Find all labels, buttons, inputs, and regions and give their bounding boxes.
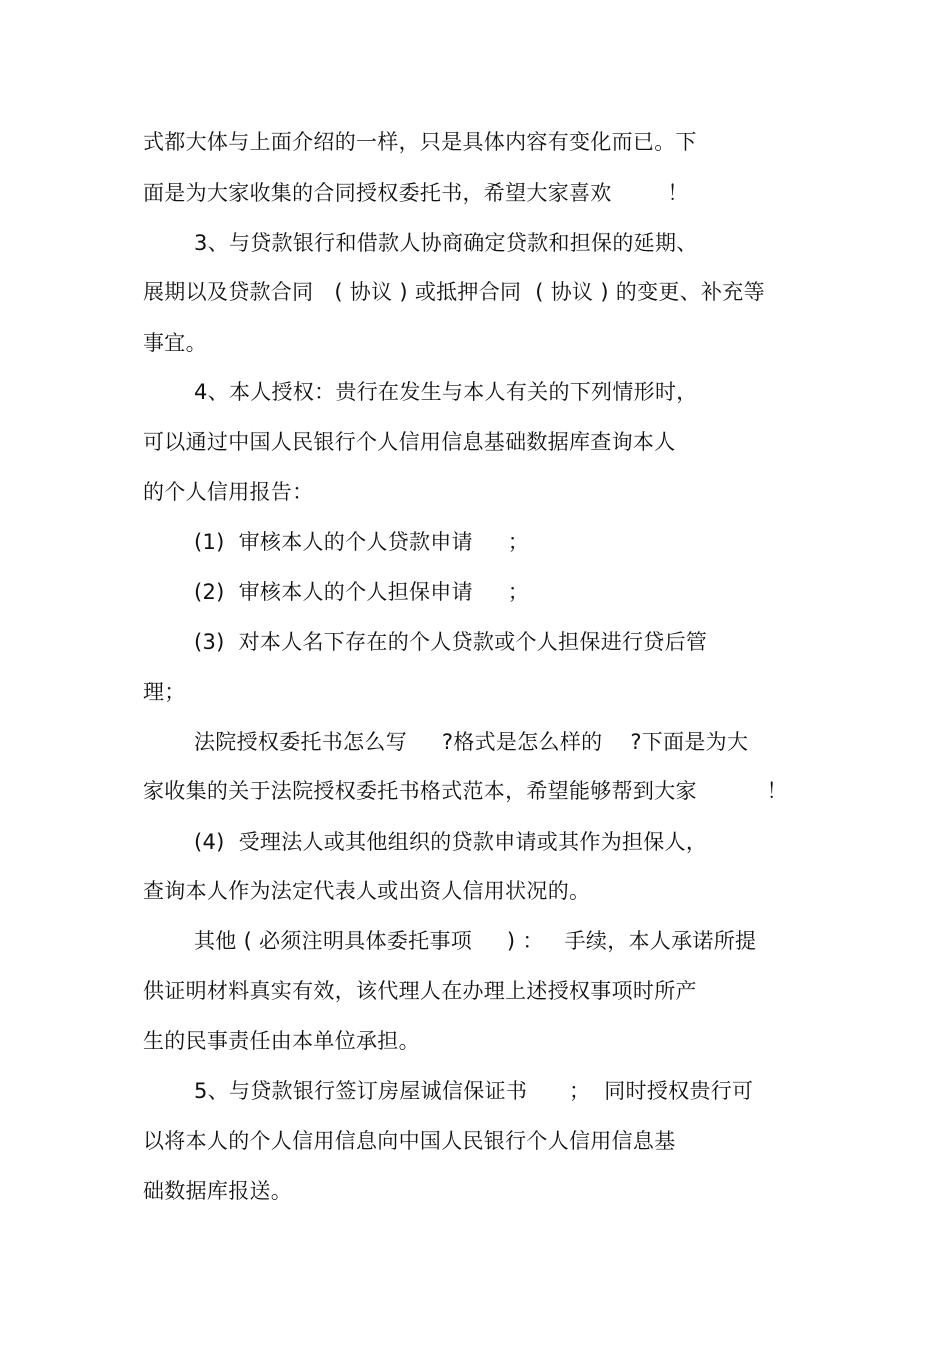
- text-line-5: 事宜。: [143, 331, 207, 355]
- text-line-8: 的个人信用报告：: [143, 480, 314, 504]
- text-line-19: 生的民事责任由本单位承担。: [143, 1029, 420, 1053]
- text-line-12: 理；: [143, 680, 186, 704]
- text-line-6: 4、本人授权：贵行在发生与本人有关的下列情形时，: [194, 380, 698, 404]
- text-line-13: 法院授权委托书怎么写 ?格式是怎么样的 ?下面是为大: [194, 730, 749, 754]
- text-line-15: (4) 受理法人或其他组织的贷款申请或其作为担保人，: [194, 830, 708, 854]
- text-line-1: 式都大体与上面介绍的一样，只是具体内容有变化而已。下: [143, 130, 697, 154]
- text-line-11: (3) 对本人名下存在的个人贷款或个人担保进行贷后管: [194, 630, 708, 654]
- text-line-3: 3、与贷款银行和借款人协商确定贷款和担保的延期、: [194, 231, 698, 255]
- text-line-4: 展期以及贷款合同 ( 协议 ) 或抵押合同 ( 协议 ) 的变更、补充等: [143, 280, 765, 304]
- text-line-18: 供证明材料真实有效，该代理人在办理上述授权事项时所产: [143, 979, 697, 1003]
- text-line-10: (2) 审核本人的个人担保申请 ；: [194, 580, 530, 604]
- text-line-2: 面是为大家收集的合同授权委托书，希望大家喜欢 ！: [143, 181, 689, 205]
- text-line-17: 其他 ( 必须注明具体委托事项 ) ： 手续，本人承诺所提: [194, 929, 757, 953]
- text-line-7: 可以通过中国人民银行个人信用信息基础数据库查询本人: [143, 430, 676, 454]
- text-line-22: 础数据库报送。: [143, 1179, 293, 1203]
- text-line-16: 查询本人作为法定代表人或出资人信用状况的。: [143, 879, 591, 903]
- text-line-21: 以将本人的个人信用信息向中国人民银行个人信用信息基: [143, 1129, 676, 1153]
- text-line-9: (1) 审核本人的个人贷款申请 ；: [194, 530, 530, 554]
- text-line-20: 5、与贷款银行签订房屋诚信保证书 ； 同时授权贵行可: [194, 1079, 754, 1103]
- text-line-14: 家收集的关于法院授权委托书格式范本，希望能够帮到大家 ！: [143, 779, 788, 803]
